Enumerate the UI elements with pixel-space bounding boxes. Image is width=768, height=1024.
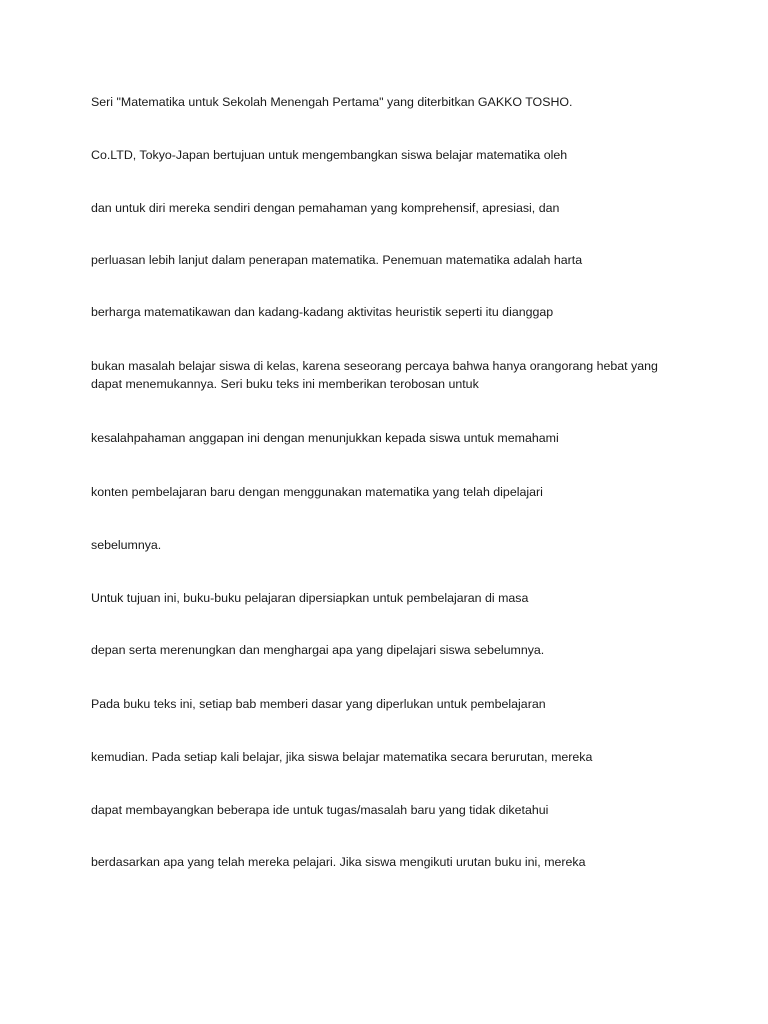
paragraph: perluasan lebih lanjut dalam penerapan matematika. Penemuan matematika adalah harta xyxy=(91,253,583,267)
paragraph: kesalahpahaman anggapan ini dengan menunjukkan kepada siswa untuk memahami xyxy=(91,431,559,445)
paragraph: dan untuk diri mereka sendiri dengan pemahaman yang komprehensif, apresiasi, dan xyxy=(91,201,560,215)
paragraph: Pada buku teks ini, setiap bab memberi dasar yang diperlukan untuk pembelajaran xyxy=(91,697,546,711)
paragraph: bukan masalah belajar siswa di kelas, karena seseorang percaya bahwa hanya orangorang hebat yang dapat menemukannya. Seri buku teks ini memberikan terobosan untuk xyxy=(91,359,658,391)
paragraph: kemudian. Pada setiap kali belajar, jika siswa belajar matematika secara berurutan, mereka xyxy=(91,750,593,764)
paragraph: Untuk tujuan ini, buku-buku pelajaran dipersiapkan untuk pembelajaran di masa xyxy=(91,591,529,605)
paragraph: Co.LTD, Tokyo-Japan bertujuan untuk mengembangkan siswa belajar matematika oleh xyxy=(91,148,568,162)
paragraph: berharga matematikawan dan kadang-kadang aktivitas heuristik seperti itu dianggap xyxy=(91,305,554,319)
paragraph: konten pembelajaran baru dengan menggunakan matematika yang telah dipelajari xyxy=(91,485,543,499)
paragraph: sebelumnya. xyxy=(91,538,162,552)
paragraph: Seri "Matematika untuk Sekolah Menengah Pertama" yang diterbitkan GAKKO TOSHO. xyxy=(91,95,573,109)
paragraph: berdasarkan apa yang telah mereka pelajari. Jika siswa mengikuti urutan buku ini, mereka xyxy=(91,855,586,869)
paragraph: depan serta merenungkan dan menghargai apa yang dipelajari siswa sebelumnya. xyxy=(91,643,545,657)
paragraph: dapat membayangkan beberapa ide untuk tugas/masalah baru yang tidak diketahui xyxy=(91,803,549,817)
